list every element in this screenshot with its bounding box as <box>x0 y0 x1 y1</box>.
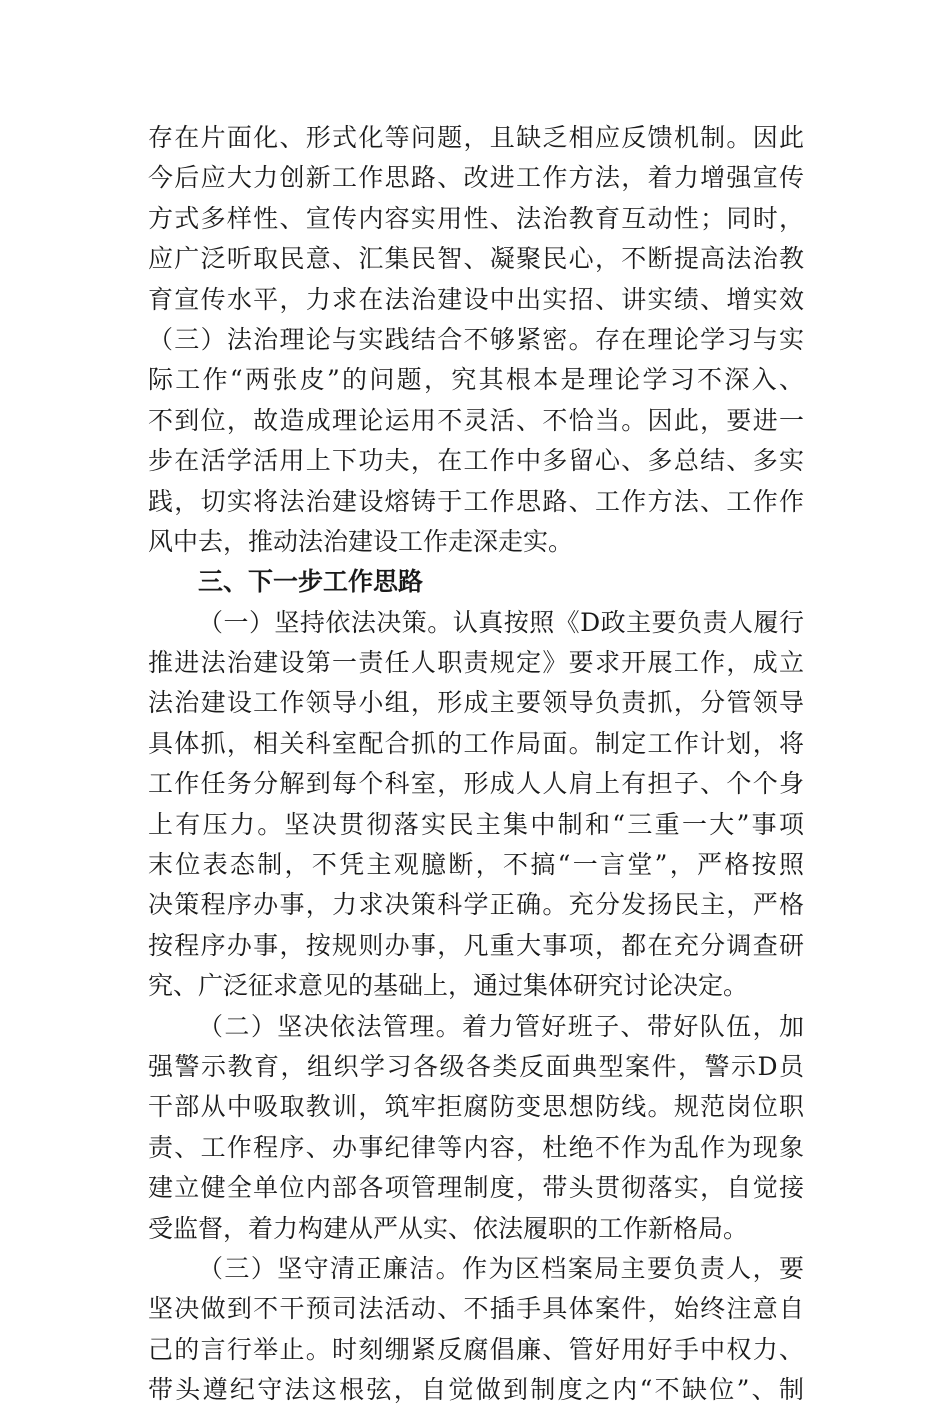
text-line: （三）法治理论与实践结合不够紧密。存在理论学习与实 <box>148 324 804 354</box>
text-line: 践，切实将法治建设熔铸于工作思路、工作方法、工作作 <box>148 486 804 516</box>
text-line: 坚决做到不干预司法活动、不插手具体案件，始终注意自 <box>148 1294 804 1324</box>
text-line: 不到位，故造成理论运用不灵活、不恰当。因此，要进一 <box>148 405 804 435</box>
text-line: 法治建设工作领导小组，形成主要领导负责抓，分管领导 <box>148 688 804 718</box>
document-body <box>148 118 804 1411</box>
text-line: 己的言行举止。时刻绷紧反腐倡廉、管好用好手中权力、 <box>148 1334 804 1364</box>
text-line: 按程序办事，按规则办事，凡重大事项，都在充分调查研 <box>148 930 804 960</box>
text-line: 推进法治建设第一责任人职责规定》要求开展工作，成立 <box>148 648 804 678</box>
text-line: 末位表态制，不凭主观臆断，不搞“一言堂”，严格按照 <box>148 850 804 880</box>
section-heading: 三、下一步工作思路 <box>198 567 424 597</box>
text-line: 方式多样性、宣传内容实用性、法治教育互动性；同时， <box>148 203 804 233</box>
text-line: 上有压力。坚决贯彻落实民主集中制和“三重一大”事项 <box>148 809 804 839</box>
text-line: 风中去，推动法治建设工作走深走实。 <box>148 526 574 556</box>
text-line: 工作任务分解到每个科室，形成人人肩上有担子、个个身 <box>148 769 804 799</box>
text-line: 具体抓，相关科室配合抓的工作局面。制定工作计划，将 <box>148 728 804 758</box>
text-line: （一）坚持依法决策。认真按照《D政主要负责人履行 <box>198 607 804 637</box>
text-line: 建立健全单位内部各项管理制度，带头贯彻落实，自觉接 <box>148 1173 804 1203</box>
text-line: （二）坚决依法管理。着力管好班子、带好队伍，加 <box>198 1011 804 1041</box>
text-line: （三）坚守清正廉洁。作为区档案局主要负责人，要 <box>198 1253 804 1283</box>
text-line: 存在片面化、形式化等问题，且缺乏相应反馈机制。因此 <box>148 123 804 152</box>
text-line: 应广泛听取民意、汇集民智、凝聚民心，不断提高法治教 <box>148 244 804 274</box>
text-line: 今后应大力创新工作思路、改进工作方法，着力增强宣传 <box>148 163 804 193</box>
text-line: 带头遵纪守法这根弦，自觉做到制度之内“不缺位”、制 <box>148 1375 804 1405</box>
text-line: 强警示教育，组织学习各级各类反面典型案件，警示D员 <box>148 1051 804 1081</box>
text-line: 育宣传水平，力求在法治建设中出实招、讲实绩、增实效 <box>148 284 804 314</box>
text-line: 步在活学活用上下功夫，在工作中多留心、多总结、多实 <box>148 446 804 476</box>
text-line: 际工作“两张皮”的问题，究其根本是理论学习不深入、 <box>148 365 804 395</box>
text-line: 受监督，着力构建从严从实、依法履职的工作新格局。 <box>148 1213 749 1243</box>
text-line: 究、广泛征求意见的基础上，通过集体研究讨论决定。 <box>148 971 749 1001</box>
text-line: 决策程序办事，力求决策科学正确。充分发扬民主，严格 <box>148 890 804 920</box>
text-line: 责、工作程序、办事纪律等内容，杜绝不作为乱作为现象 <box>148 1132 804 1162</box>
text-line: 干部从中吸取教训，筑牢拒腐防变思想防线。规范岗位职 <box>148 1092 804 1122</box>
